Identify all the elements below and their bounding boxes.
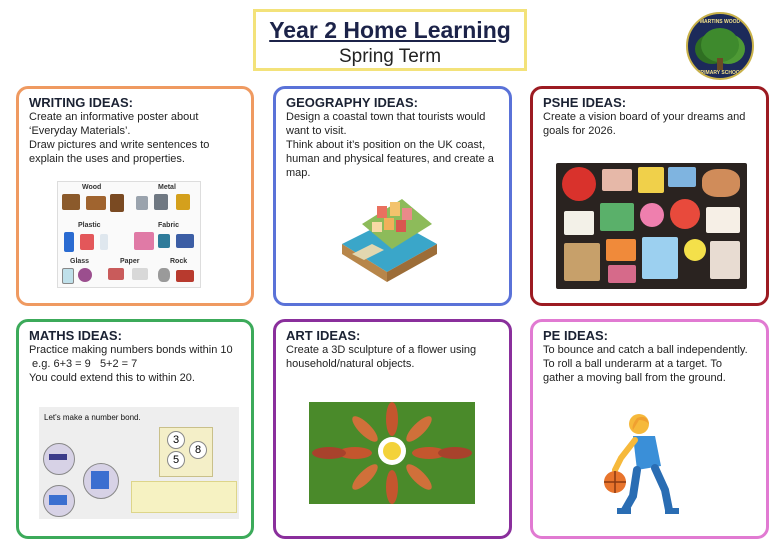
materials-chart-image [57,181,201,288]
note-tile [564,211,594,235]
sticker-tile [606,239,636,261]
geography-line: want to visit. [286,125,347,137]
bond-number-3: 3 [167,431,185,449]
number-bond-image [39,407,239,519]
writing-panel [16,86,254,306]
bottle-icon [100,234,108,250]
coastal-town-illustration [332,184,442,284]
writing-line: explain the uses and properties. [29,153,185,165]
clothing-icon [176,234,194,248]
bucket-icon [80,234,94,250]
answer-box [131,481,237,513]
writing-line: ‘Everyday Materials’. [29,125,131,137]
maths-text [29,343,241,385]
geography-line: map. [286,167,311,179]
title-box [253,9,527,71]
sock-icon [158,234,170,248]
photo-tile [600,203,634,231]
vase-icon [78,268,92,282]
counter-blocks [49,454,67,460]
tap-icon [136,196,148,210]
leaf-petal [438,447,472,459]
leaf-petal [349,461,382,494]
geography-panel [273,86,512,306]
writing-heading: WRITING IDEAS: [29,95,133,110]
pe-line: gather a moving ball from the ground. [543,372,726,384]
geography-heading: GEOGRAPHY IDEAS: [286,95,418,110]
paper-bag-icon [108,268,124,280]
basketball-player-icon [603,410,693,520]
badge-icon [670,199,700,229]
maths-line: e.g. 6+3 = 9 5+2 = 7 [29,358,138,370]
tree-icon [701,28,739,62]
material-label: Glass [70,258,90,265]
pe-text [543,343,756,385]
leaf-flower-sculpture-image [309,402,475,504]
material-label: Metal [158,184,176,191]
glass-icon [62,268,74,284]
geography-line: Think about it’s position on the UK coast, [286,139,486,151]
maths-line: You could extend this to within 20. [29,372,195,384]
pe-line: To roll a ball underarm at a target. To [543,358,722,370]
newspaper-icon [132,268,148,280]
pshe-line: Create a vision board of your dreams and [543,111,746,123]
toy-figure-icon [64,232,74,252]
art-line: Create a 3D sculpture of a flower using [286,344,477,356]
tshirt-icon [134,232,154,250]
material-label: Wood [82,184,102,191]
logo-top-text: MARTINS WOOD [699,19,741,25]
geography-line: human and physical features, and create a [286,153,494,165]
note-tile [706,207,740,233]
photo-tile [668,167,696,187]
material-label: Paper [120,258,140,265]
cutlery-icon [154,194,168,210]
maths-panel [16,319,254,539]
page-title: Year 2 Home Learning [269,17,511,43]
photo-tile [638,167,664,193]
number-bond-image-title: Let's make a number bond. [44,413,141,422]
geography-line: Design a coastal town that tourists would [286,111,486,123]
geography-text [286,110,499,180]
chair-icon [62,194,80,210]
bond-number-8: 8 [189,441,207,459]
bricks-icon [176,270,194,282]
stone-icon [158,268,170,282]
leaf-petal [386,470,398,504]
flower-centre [383,442,401,460]
pe-line: To bounce and catch a ball independently. [543,344,748,356]
pshe-heading: PSHE IDEAS: [543,95,627,110]
leaf-petal [403,413,436,446]
school-logo [686,12,754,80]
leaf-petal [349,413,382,446]
writing-line: Draw pictures and write sentences to [29,139,210,151]
art-text [286,343,499,371]
bench-icon [86,196,106,210]
art-panel [273,319,512,539]
cat-photo [710,241,740,279]
vision-board-image [556,163,747,289]
balloon-icon [562,167,596,201]
leaf-petal [312,447,346,459]
pe-panel [530,319,769,539]
leaf-petal [386,402,398,436]
photo-tile [564,243,600,281]
pshe-line: goals for 2026. [543,125,616,137]
writing-text [29,110,241,166]
counter-blocks [91,471,109,489]
photo-tile [602,169,632,191]
sticker-tile [608,265,636,283]
tree-trunk [717,58,723,70]
pe-heading: PE IDEAS: [543,328,609,343]
counter-blocks [49,495,67,505]
door-icon [110,194,124,212]
material-label: Plastic [78,222,101,229]
heart-icon [640,203,664,227]
bond-number-5: 5 [167,451,185,469]
logo-bottom-text: PRIMARY SCHOOL [697,70,743,76]
leaf-petal [403,461,436,494]
page-subtitle: Spring Term [338,46,442,67]
sticker-tile [684,239,706,261]
pshe-text [543,110,756,138]
art-line: household/natural objects. [286,358,415,370]
material-label: Rock [170,258,188,265]
writing-line: Create an informative poster about [29,111,199,123]
pie-photo [702,169,740,197]
maths-heading: MATHS IDEAS: [29,328,122,343]
material-label: Fabric [158,222,180,229]
pshe-panel [530,86,769,306]
key-icon [176,194,190,210]
maths-line: Practice making numbers bonds within 10 [29,344,233,356]
art-heading: ART IDEAS: [286,328,361,343]
photo-tile [642,237,678,279]
